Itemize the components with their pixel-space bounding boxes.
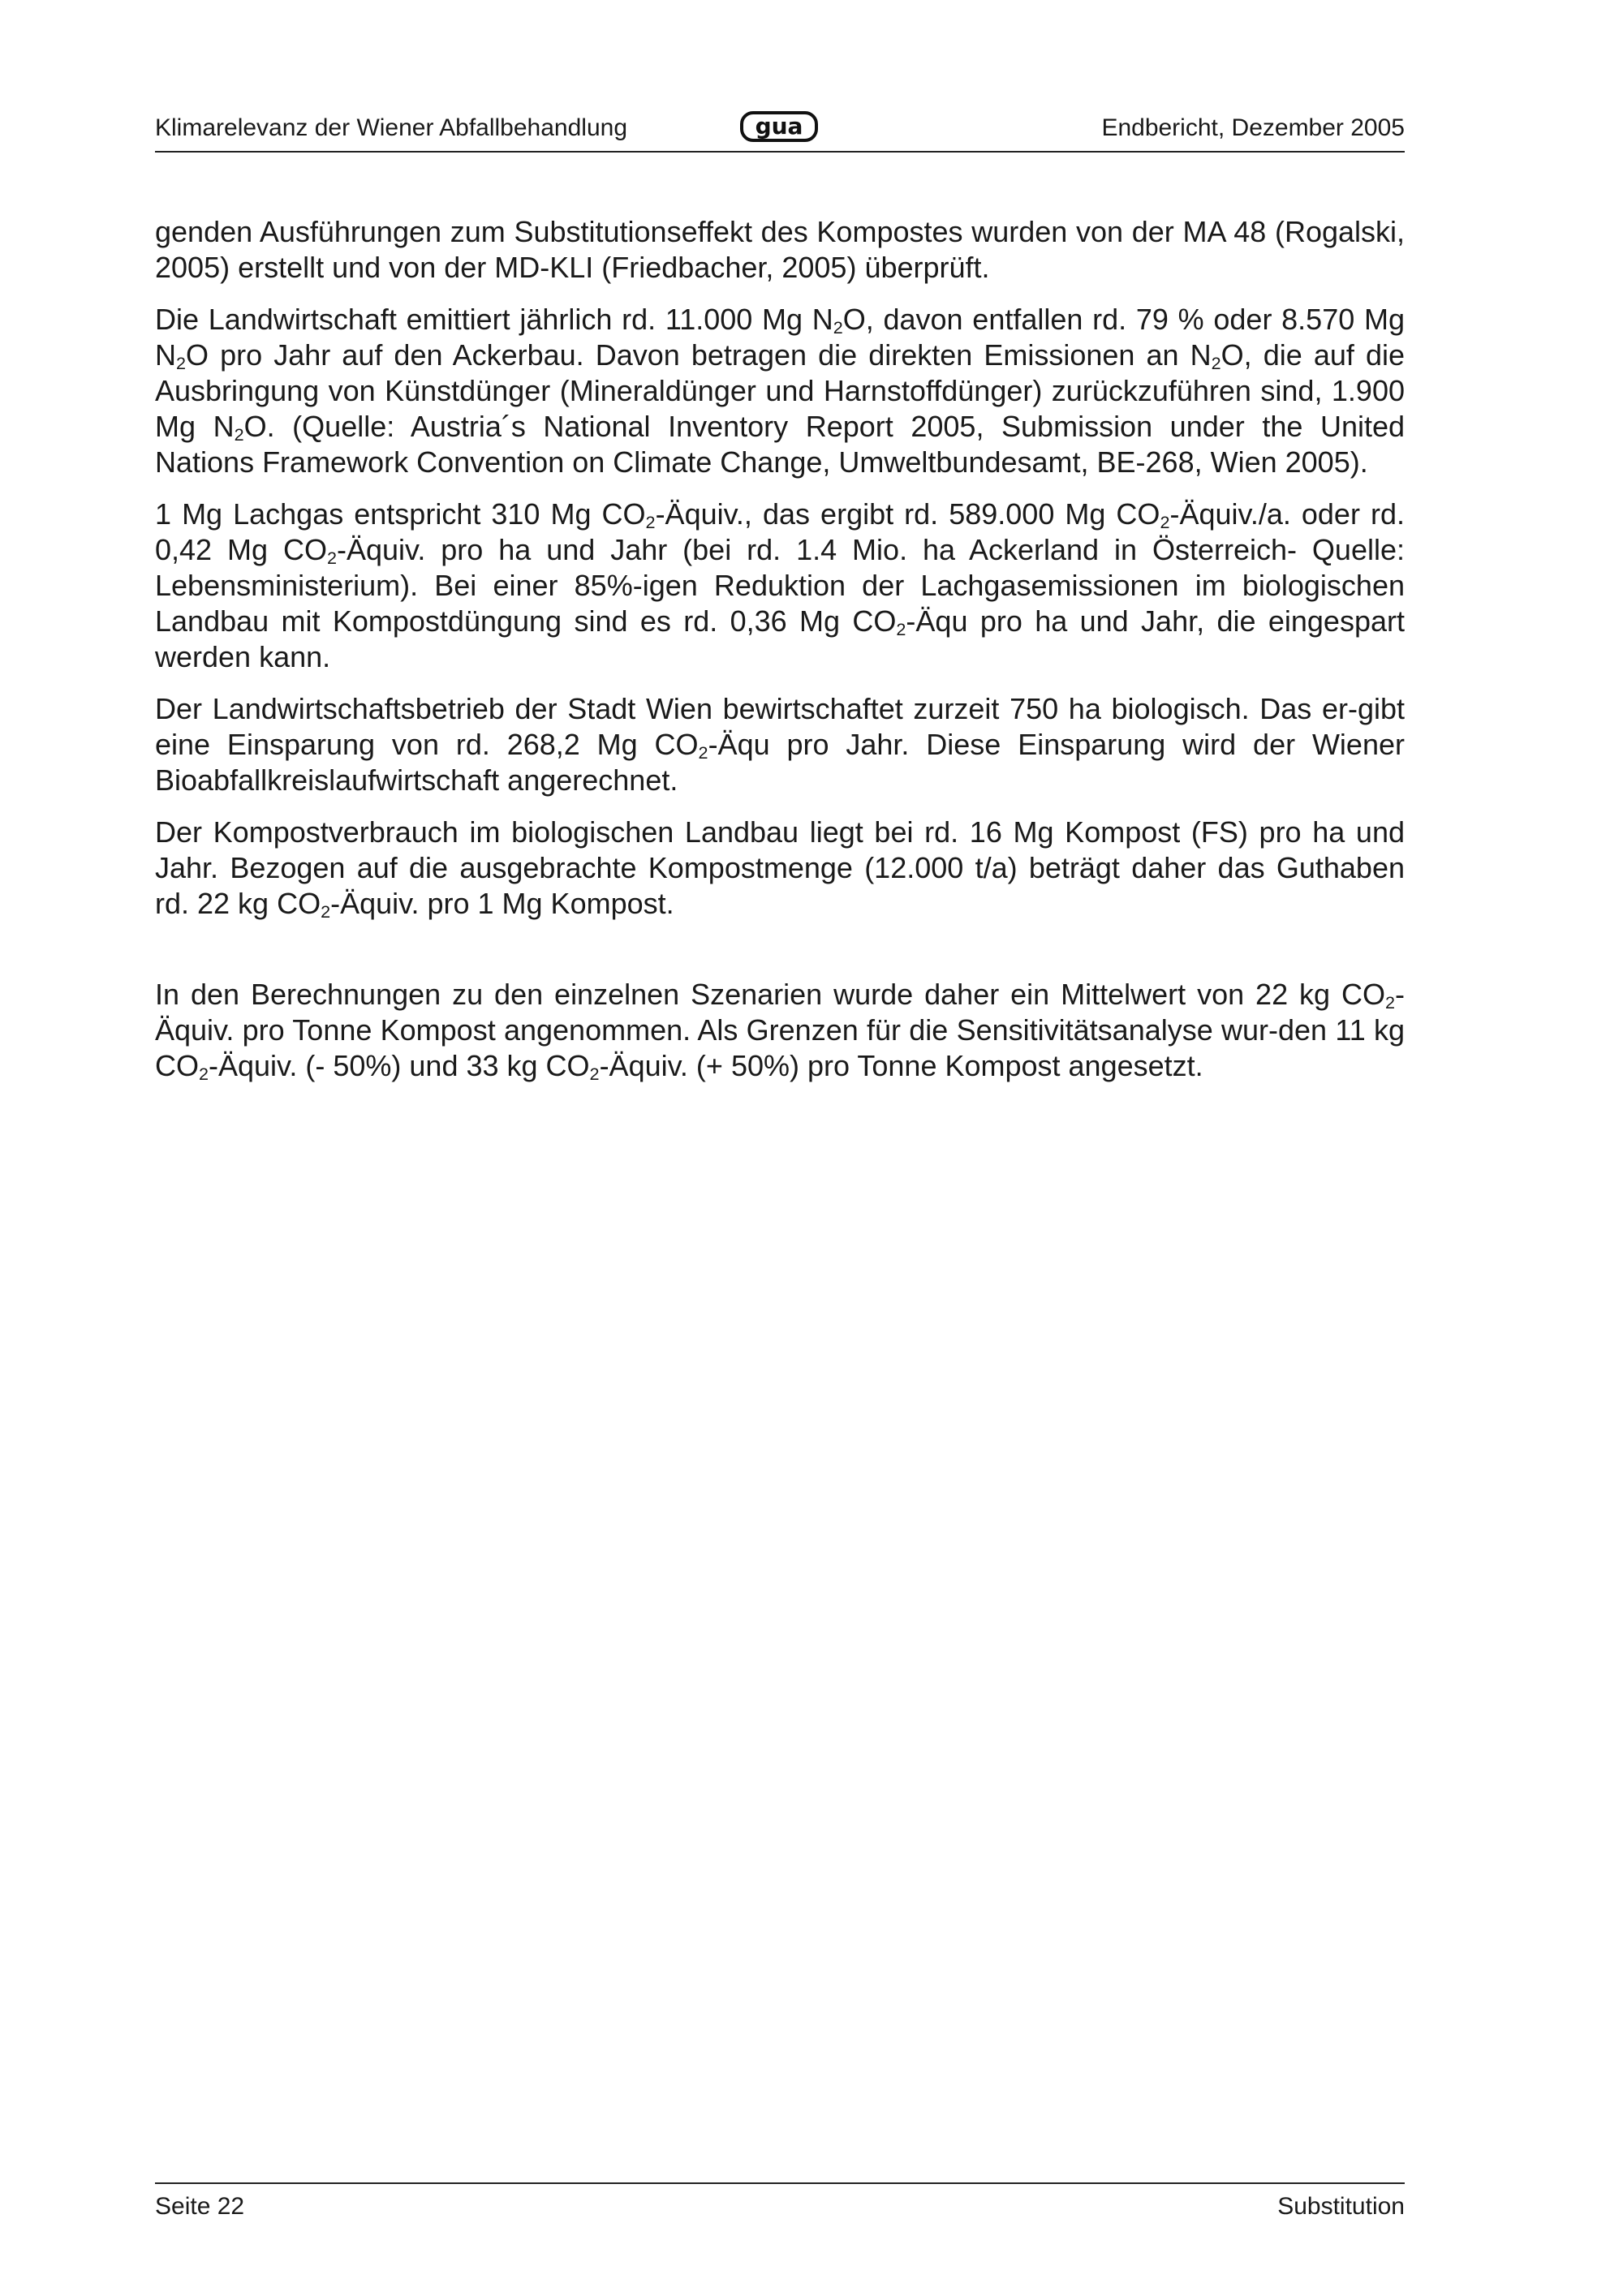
text-segment: -Äquiv. pro Tonne Kompost angenommen. Als Grenzen für die Sensitivitätsanalyse wur-den 11 kg CO	[155, 978, 1405, 1082]
subscript: 2	[321, 901, 331, 922]
text-segment: O pro Jahr auf den Ackerbau. Davon betragen die direkten Emissionen an N	[186, 338, 1212, 372]
text-segment: O, davon entfallen rd. 79 % oder 8.570 Mg N	[155, 303, 1405, 372]
paragraph-p1	[155, 214, 1405, 286]
text-segment: O. (Quelle: Austria´s National Inventory Report 2005, Submission under the United Nations Framework Convention on Climate Change, Umweltbundesamt, BE-268, Wien 2005).	[155, 410, 1406, 479]
section-name: Substitution	[1277, 2193, 1405, 2220]
subscript: 2	[589, 1063, 600, 1084]
page-number: Seite 22	[155, 2193, 245, 2220]
subscript: 2	[833, 316, 843, 338]
document-title: Klimarelevanz der Wiener Abfallbehandlung	[155, 114, 628, 141]
subscript: 2	[1160, 511, 1170, 532]
subscript: 2	[645, 511, 656, 532]
subscript: 2	[234, 424, 244, 445]
text-segment: Der Kompostverbrauch im biologischen Landbau liegt bei rd. 16 Mg Kompost (FS) pro ha und Jahr. Bezogen auf die ausgebrachte Kompostmenge (12.000 t/a) beträgt daher das Guthaben rd. 22 kg CO	[155, 815, 1405, 920]
subscript: 2	[698, 742, 708, 763]
paragraph-p3	[155, 497, 1405, 675]
subscript: 2	[896, 618, 906, 639]
text-segment: -Äqu pro Jahr. Diese Einsparung wird der Wiener Bioabfallkreislaufwirtschaft angerechnet.	[155, 728, 1405, 797]
paragraph-p6	[155, 977, 1405, 1084]
text-segment: -Äquiv. pro 1 Mg Kompost.	[330, 887, 674, 920]
gua-logo	[739, 110, 819, 143]
page-footer	[155, 2182, 1405, 2225]
subscript: 2	[1211, 352, 1221, 373]
text-segment: -Äquiv. (- 50%) und 33 kg CO	[209, 1049, 590, 1082]
subscript: 2	[176, 352, 187, 373]
subscript: 2	[199, 1063, 209, 1084]
text-segment: Die Landwirtschaft emittiert jährlich rd. 11.000 Mg N	[155, 303, 833, 336]
text-segment: -Äquiv./a. oder rd. 0,42 Mg CO	[155, 497, 1405, 566]
subscript: 2	[1384, 991, 1395, 1013]
logo-text: gua	[755, 113, 803, 140]
paragraph-p5	[155, 815, 1405, 922]
paragraph-p4	[155, 691, 1405, 798]
text-segment: O, die auf die Ausbringung von Künstdünger (Mineraldünger und Harnstoffdünger) zurückzuführen sind, 1.900 Mg N	[155, 338, 1405, 443]
text-segment: 1 Mg Lachgas entspricht 310 Mg CO	[155, 497, 646, 531]
text-segment: Der Landwirtschaftsbetrieb der Stadt Wien bewirtschaftet zurzeit 750 ha biologisch. Das er-gibt eine Einsparung von rd. 268,2 Mg CO	[155, 692, 1405, 761]
report-date: Endbericht, Dezember 2005	[1101, 114, 1405, 141]
text-segment: -Äquiv., das ergibt rd. 589.000 Mg CO	[655, 497, 1160, 531]
text-segment: -Äquiv. (+ 50%) pro Tonne Kompost angesetzt.	[599, 1049, 1203, 1082]
body-text	[155, 214, 1405, 1100]
text-segment: -Äqu pro ha und Jahr, die eingespart werden kann.	[155, 604, 1405, 673]
paragraph-p2	[155, 302, 1405, 480]
text-segment: genden Ausführungen zum Substitutionseffekt des Kompostes wurden von der MA 48 (Rogalski, 2005) erstellt und von der MD-KLI (Friedbacher, 2005) überprüft.	[155, 215, 1405, 284]
text-segment: -Äquiv. pro ha und Jahr (bei rd. 1.4 Mio. ha Ackerland in Österreich- Quelle: Lebensministerium). Bei einer 85%-igen Reduktion der Lachgasemissionen im biologischen Landbau mit Kompostdüngung sind es rd. 0,36 Mg CO	[155, 533, 1405, 638]
page-header	[155, 110, 1405, 153]
text-segment: In den Berechnungen zu den einzelnen Szenarien wurde daher ein Mittelwert von 22 kg CO	[155, 978, 1385, 1011]
subscript: 2	[326, 547, 337, 568]
